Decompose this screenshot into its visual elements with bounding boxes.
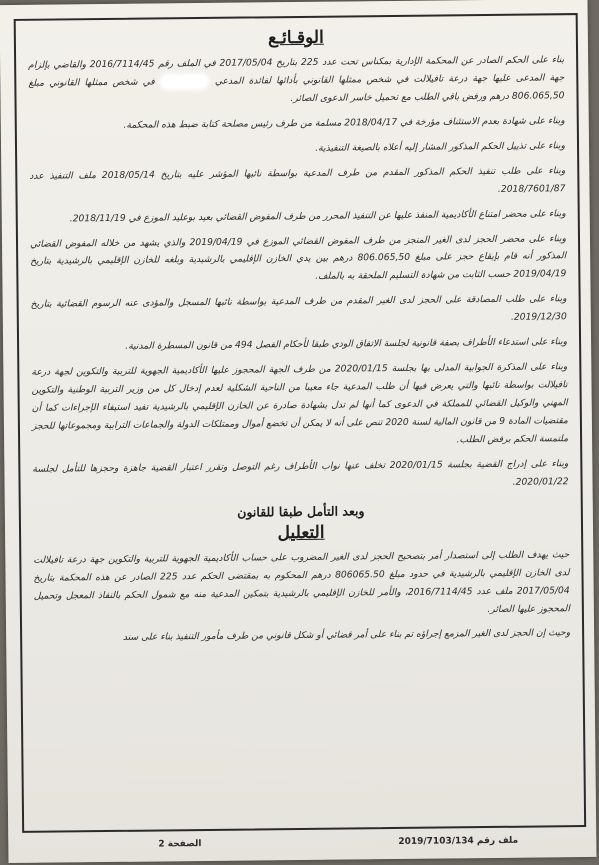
reasoning-paragraph-2: وحيث إن الحجز لدى الغير المزمع إجراؤه تم بناء على أمر قضائي أو شكل قانوني من طرف مأمور التنفيذ بناء على سند — [122, 627, 571, 644]
facts-paragraph-7: وبناء على محضر الحجز لدى الغير المنجز من طرف المفوض القضائي الموزع في 2019/04/19 والذي يشهد من خلاله المفوض القضائي المذكور أنه قام بإيقاع حجز على مبلغ 806.065,50 درهم بين يدي الخازن الإقليمي بالرشيدية وبلغه للخازن الإقليمي بالرشيدية بتاريخ 2019/04/19 حسب الثابت من شهادة التسليم الملحقة به بالملف. — [29, 232, 567, 283]
facts-paragraph-1 — [28, 51, 565, 110]
reasoning-heading: التعليل — [277, 522, 325, 543]
page-border — [14, 13, 586, 833]
facts-paragraph-2-text: في شخص ممثلها القانوني مبلغ 806.065,50 درهم ورفض باقي الطلب مع تحميل خاسر الدعوى الصائر. — [28, 76, 565, 104]
page-number: الصفحة 2 — [158, 839, 202, 850]
page-footer — [38, 833, 566, 857]
facts-heading: الوقـائـع — [267, 27, 324, 49]
facts-paragraph-6: وبناء على محضر امتناع الأكاديمية المنفذ عليها عن التنفيذ المحرر من طرف المفوض القضائي بعيد بوعليد الموزع في 2018/11/19. — [69, 207, 566, 224]
file-number: ملف رقم 2019/7103/134 — [398, 835, 519, 847]
facts-paragraph-5: وبناء على طلب تنفيذ الحكم المذكور المقدم من طرف المدعية بواسطة نائبها المؤشر عليه بتاريخ 2018/05/14 ملف التنفيذ عدد 2018/7601/87. — [29, 164, 566, 195]
facts-paragraph-3: وبناء على شهادة بعدم الاستئناف مؤرخة في 2018/04/17 مسلمة من طرف رئيس مصلحة كتابة ضبط هذه المحكمة. — [123, 115, 565, 131]
facts-paragraph-11: وبناء على إدراج القضية بجلسة 2020/01/15 تخلف عنها نواب الأطراف رغم التوصل وتقرر اعتبار القضية جاهزة وحجزها للتأمل لجلسة 2020/01/22. — [32, 457, 569, 488]
deliberation-heading: وبعد التأمل طبقا للقانون — [237, 502, 365, 520]
redacted-name — [163, 76, 207, 87]
facts-paragraph-10: وبناء على المذكرة الجوابية المدلى بها بجلسة 2020/01/15 من طرف الجهة المحجوز عليها الأكاديمية الجهوية للتربية والتكوين لجهة درعة تافيلالت بواسطة نائبها والتي يعرض فيها أن طلب المدعية جاء معيبا من الناحية الشكلية لعدم إدخال كل من وزير التربية الوطنية والتكوين المهني والوكيل القضائي للمملكة في الدعوى كما أنها لم تدل بشهادة صادرة عن الخازن الإقليمي بالرشيدية تفيد استيفاء الإجراءات كما أن مقتضيات المادة 9 من قانون المالية لسنة 2020 تنص على أنه لا يمكن أن تخضع أموال وممتلكات الدولة والجماعات الترابية ومجموعاتها للحجز ملتمسة الحكم برفض الطلب. — [31, 361, 569, 446]
facts-paragraph-9: وبناء على استدعاء الأطراف بصفة قانونية لجلسة الاتفاق الودي طبقا لأحكام الفصل 494 من قانون المسطرة المدنية. — [125, 336, 568, 352]
facts-paragraph-8: وبناء على طلب المصادقة على الحجز لدى الغير المقدم من طرف المدعية بواسطة نائبها المسجل والمؤدى عنه الرسوم القضائية بتاريخ 2019/12/30. — [30, 293, 567, 324]
facts-paragraph-1-text: بناء على الحكم الصادر عن المحكمة الإدارية بمكناس تحت عدد 225 بتاريخ 2017/05/04 في الملف رقم 2016/7114/45 والقاضي بإلزام جهة المدعى عليها جهة درعة تافيلالت في شخص ممثلها القانوني بأدائها لفائدة المدعي — [28, 54, 565, 87]
reasoning-paragraph-1: حيث يهدف الطلب إلى استصدار أمر بتصحيح الحجز لدى الغير المضروب على حساب الأكاديمية الجهوية للتربية والتكوين جهة درعة تافيلالت لدى الخازن الإقليمي بالرشيدية في حدود مبلغ 806065.50 درهم المحكوم به بمقتضى الحكم عدد 225 الصادر عن هذه المحكمة بتاريخ 2017/05/04 ملف عدد 2016/7114/45، والأمر للخازن الإقليمي بالرشيدية بتمكين المدعية منه مع شمول الحكم بالنفاذ المعجل وتحميل المحجوز عليها الصائر. — [33, 548, 570, 615]
facts-paragraph-4: وبناء على تذييل الحكم المذكور المشار إليه أعلاه بالصيغة التنفيذية. — [315, 139, 566, 154]
